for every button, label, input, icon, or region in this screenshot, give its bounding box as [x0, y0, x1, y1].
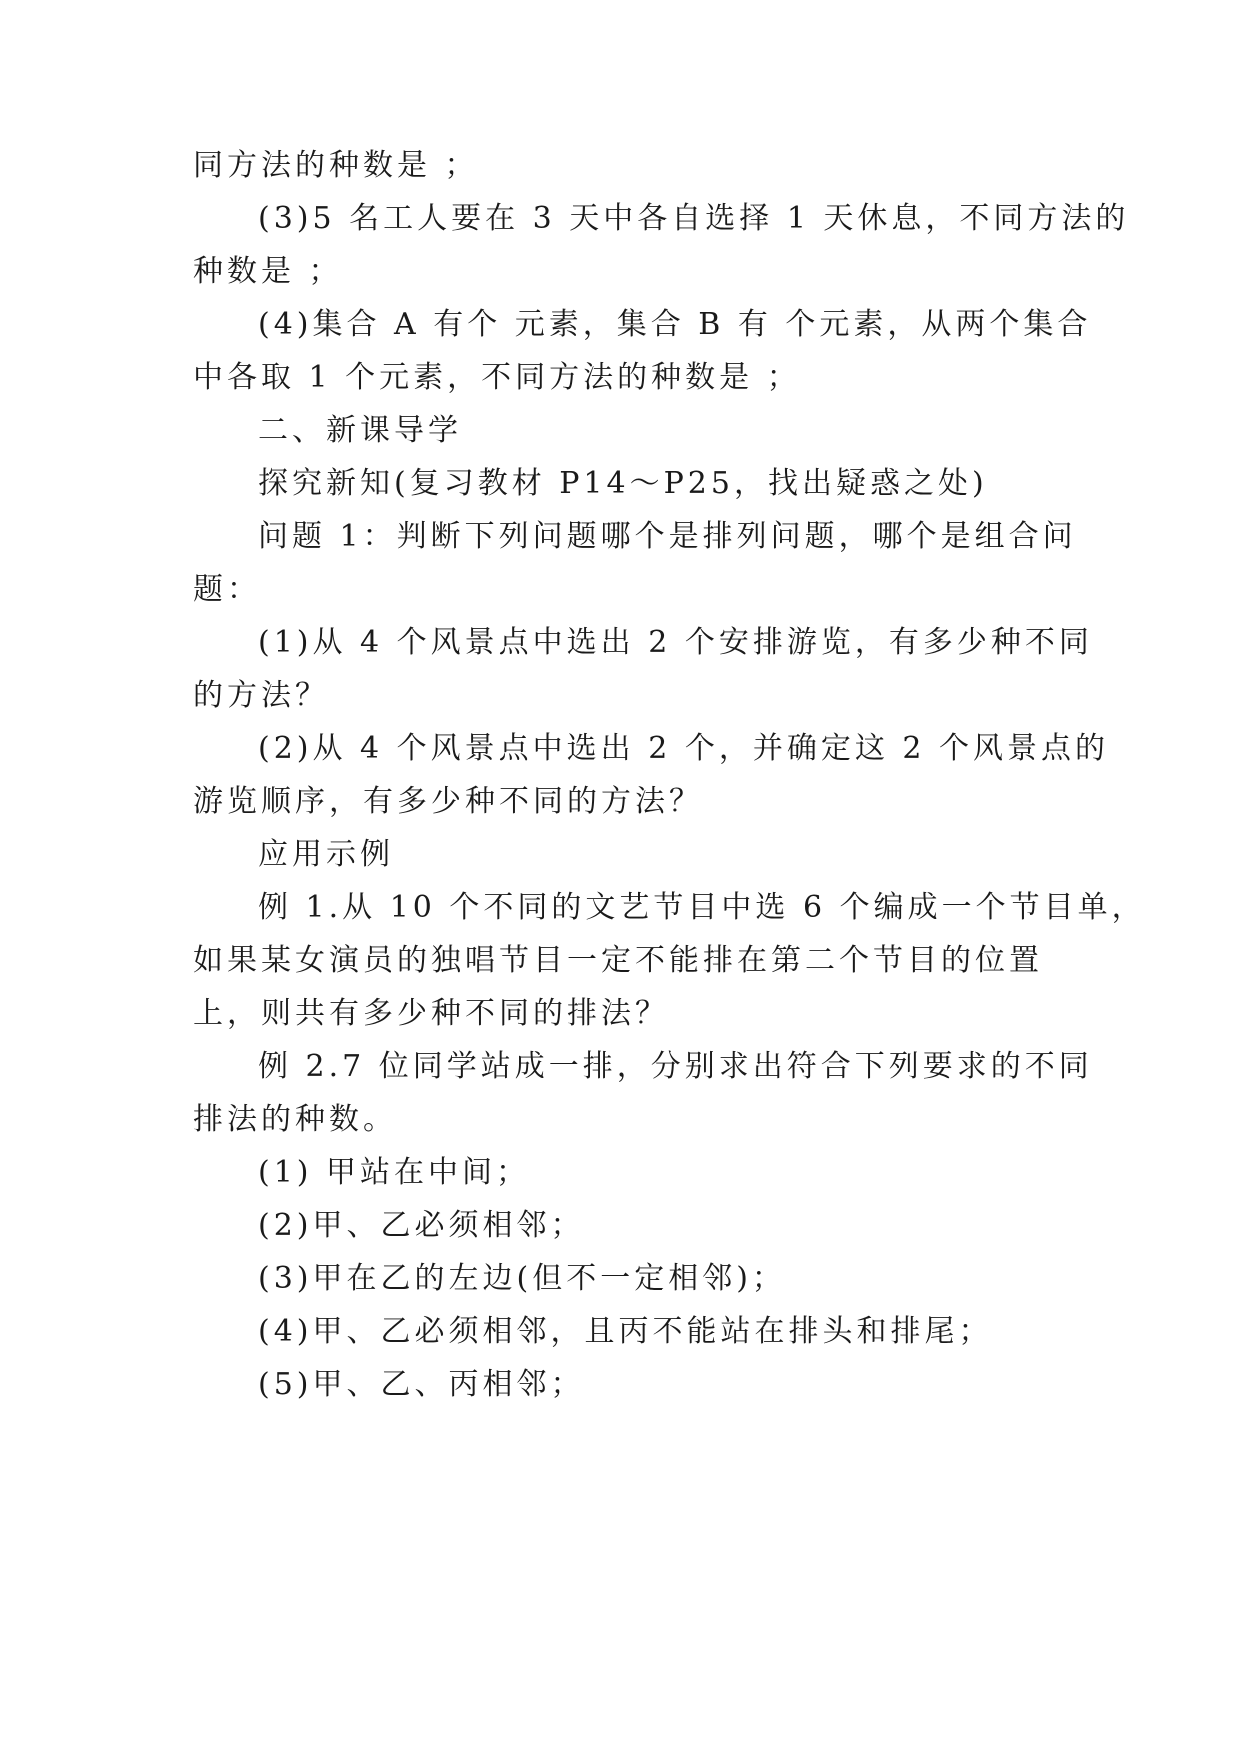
list-item: (1) 甲站在中间； — [258, 1155, 531, 1190]
list-item: (4)甲、乙必须相邻，且丙不能站在排头和排尾； — [258, 1314, 993, 1349]
list-item: (5)甲、乙、丙相邻； — [258, 1367, 585, 1402]
list-item: (2)甲、乙必须相邻； — [258, 1208, 585, 1243]
text-line: 的方法？ — [193, 678, 329, 713]
text-line: 游览顺序，有多少种不同的方法？ — [193, 784, 703, 819]
text-line: 例 1.从 10 个不同的文艺节目中选 6 个编成一个节目单， — [258, 890, 1146, 925]
text-line: 如果某女演员的独唱节目一定不能排在第二个节目的位置 — [193, 943, 1043, 978]
text-line: 中各取 1 个元素，不同方法的种数是 ； — [193, 360, 801, 395]
text-line: (2)从 4 个风景点中选出 2 个，并确定这 2 个风景点的 — [258, 731, 1109, 766]
text-line: 题： — [193, 572, 261, 607]
text-line: 例 2.7 位同学站成一排，分别求出符合下列要求的不同 — [258, 1049, 1093, 1084]
text-line: 探究新知(复习教材 P14～P25，找出疑惑之处) — [258, 466, 988, 501]
list-item: (3)甲在乙的左边(但不一定相邻)； — [258, 1261, 786, 1296]
section-heading: 应用示例 — [258, 837, 394, 872]
text-line: 问题 1：判断下列问题哪个是排列问题，哪个是组合问 — [258, 519, 1077, 554]
text-line: 排法的种数。 — [193, 1102, 397, 1137]
section-heading: 二、新课导学 — [258, 413, 462, 448]
text-line: (4)集合 A 有个 元素，集合 B 有 个元素，从两个集合 — [258, 307, 1092, 342]
text-line: 种数是 ； — [193, 254, 343, 289]
text-line: 同方法的种数是 ； — [193, 148, 479, 183]
text-line: 上，则共有多少种不同的排法？ — [193, 996, 669, 1031]
text-line: (1)从 4 个风景点中选出 2 个安排游览，有多少种不同 — [258, 625, 1093, 660]
text-line: (3)5 名工人要在 3 天中各自选择 1 天休息，不同方法的 — [258, 201, 1130, 236]
